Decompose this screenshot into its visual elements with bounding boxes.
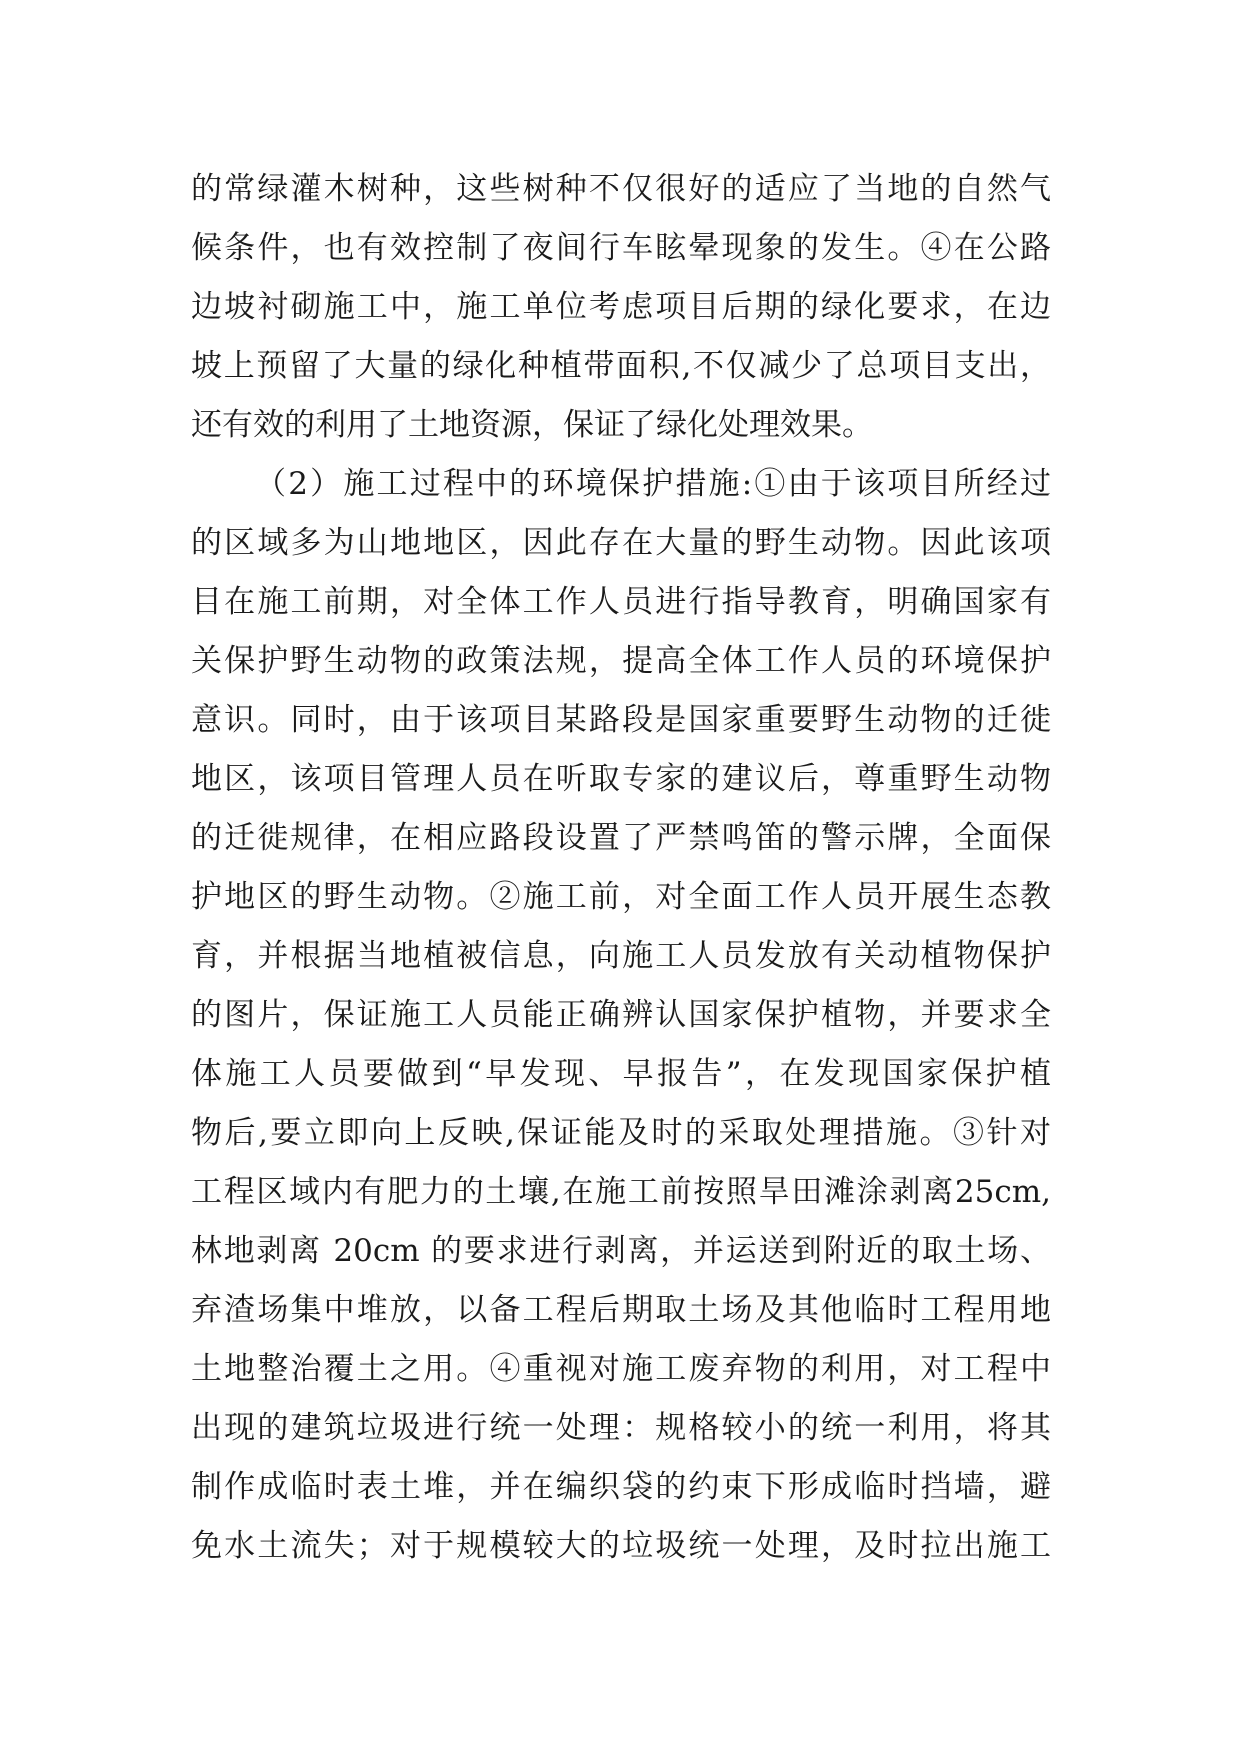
text-line: 目在施工前期，对全体工作人员进行指导教育，明确国家有 [191,584,1051,620]
text-line: 还有效的利用了土地资源，保证了绿化处理效果。 [191,407,873,443]
text-line: 制作成临时表土堆，并在编织袋的约束下形成临时挡墙，避 [191,1469,1051,1505]
text-line: （2）施工过程中的环境保护措施:①由于该项目所经过 [255,466,1051,502]
text-line: 的常绿灌木树种，这些树种不仅很好的适应了当地的自然气 [191,171,1051,207]
text-line: 关保护野生动物的政策法规，提高全体工作人员的环境保护 [191,643,1051,679]
text-line: 的图片，保证施工人员能正确辨认国家保护植物，并要求全 [191,997,1051,1033]
text-line: 体施工人员要做到“早发现、早报告”，在发现国家保护植 [191,1056,1051,1092]
text-line: 林地剥离 20cm 的要求进行剥离，并运送到附近的取土场、 [191,1233,1051,1269]
text-line: 护地区的野生动物。②施工前，对全面工作人员开展生态教 [191,879,1051,915]
paragraph-1 [191,160,1051,455]
text-line: 候条件，也有效控制了夜间行车眩晕现象的发生。④在公路 [191,230,1051,266]
text-line: 免水土流失；对于规模较大的垃圾统一处理，及时拉出施工 [191,1528,1051,1564]
text-line: 的区域多为山地地区，因此存在大量的野生动物。因此该项 [191,525,1051,561]
text-line: 土地整治覆土之用。④重视对施工废弃物的利用，对工程中 [191,1351,1051,1387]
text-line: 的迁徙规律，在相应路段设置了严禁鸣笛的警示牌，全面保 [191,820,1051,856]
text-line: 意识。同时，由于该项目某路段是国家重要野生动物的迁徙 [191,702,1051,738]
text-line: 地区，该项目管理人员在听取专家的建议后，尊重野生动物 [191,761,1051,797]
text-line: 边坡衬砌施工中，施工单位考虑项目后期的绿化要求，在边 [191,289,1051,325]
text-line: 坡上预留了大量的绿化种植带面积,不仅减少了总项目支出， [191,348,1051,384]
text-line: 工程区域内有肥力的土壤,在施工前按照旱田滩涂剥离25cm, [191,1174,1051,1210]
text-line: 育，并根据当地植被信息，向施工人员发放有关动植物保护 [191,938,1051,974]
text-line: 出现的建筑垃圾进行统一处理：规格较小的统一利用，将其 [191,1410,1051,1446]
paragraph-2 [191,455,1051,1576]
text-line: 弃渣场集中堆放，以备工程后期取土场及其他临时工程用地 [191,1292,1051,1328]
text-line: 物后,要立即向上反映,保证能及时的采取处理措施。③针对 [191,1115,1051,1151]
